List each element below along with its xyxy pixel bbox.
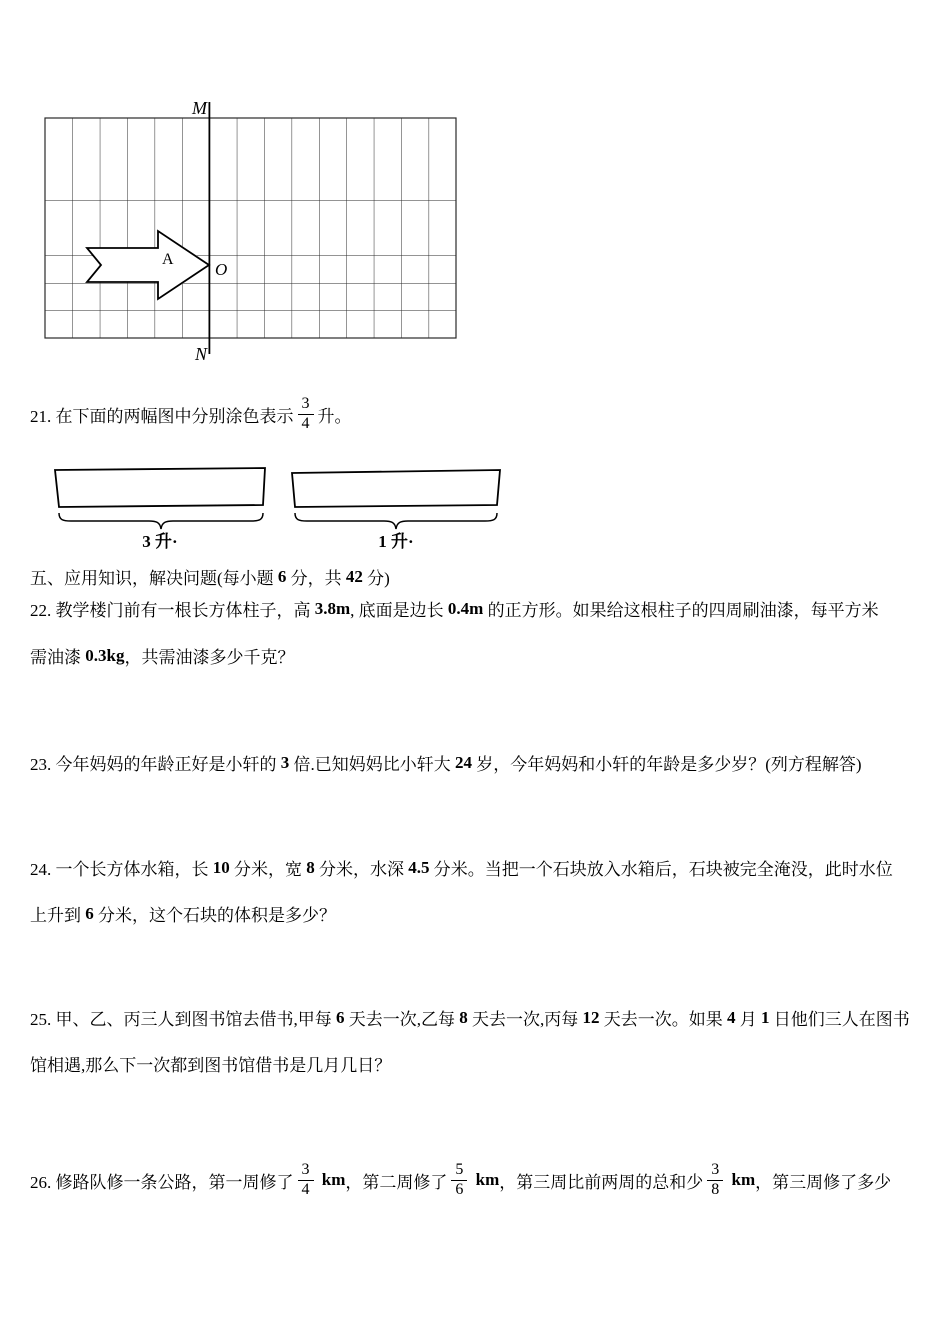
text-segment: 6 xyxy=(336,1007,345,1027)
text-segment: 8 xyxy=(459,1007,468,1027)
text-segment: 10 xyxy=(212,857,230,877)
container-1l-outline xyxy=(292,470,500,507)
text-segment: 0.3kg xyxy=(85,645,125,665)
text-segment: 0.4m xyxy=(447,598,484,618)
question-24-line-1 xyxy=(30,855,893,880)
container-3l-outline xyxy=(55,468,265,507)
text-segment: 24 xyxy=(455,752,472,772)
text-segment: ，共需油漆多少千克？ xyxy=(124,648,295,667)
text-segment: 分米，宽 xyxy=(229,860,307,879)
text-segment: , 底面是边长 xyxy=(350,601,448,620)
text-segment: 6 xyxy=(277,566,287,586)
text-segment: 1 xyxy=(761,1007,770,1027)
text-segment: km xyxy=(317,1170,346,1189)
grid xyxy=(45,118,456,338)
text-segment: 24. 一个长方体水箱，长 xyxy=(30,860,213,879)
text-segment: km xyxy=(727,1170,756,1189)
text-segment: 天去一次,丙每 xyxy=(467,1010,583,1029)
fraction-numerator: 3 xyxy=(298,1161,314,1180)
text-segment: 6 xyxy=(85,903,94,923)
text-segment: 3 xyxy=(280,752,290,772)
text-segment: 25. 甲、乙、丙三人到图书馆去借书,甲每 xyxy=(30,1010,336,1029)
label-n-icon: N xyxy=(194,344,207,364)
container-3l-label: 3 升· xyxy=(142,532,178,551)
text-segment: 分米，水深 xyxy=(314,860,409,879)
text-segment: 42 xyxy=(345,566,363,586)
fraction-numerator: 3 xyxy=(707,1161,723,1180)
section-5-header xyxy=(30,564,390,589)
fraction-denominator: 4 xyxy=(301,414,310,432)
question-26 xyxy=(30,1152,891,1208)
text-segment: ，第三周比前两周的总和少 xyxy=(499,1172,704,1192)
text-segment: 22. 教学楼门前有一根长方体柱子，高 xyxy=(30,601,315,620)
question-22-line-1 xyxy=(30,596,879,621)
label-o-icon: O xyxy=(215,260,228,279)
text-segment: 分米。当把一个石块放入水箱后，石块被完全淹没，此时水位 xyxy=(429,860,893,879)
text-segment: 上升到 xyxy=(30,906,86,925)
text-segment: 岁，今年妈妈和小轩的年龄是多少岁？(列方程解答) xyxy=(472,755,862,774)
fraction xyxy=(707,1161,723,1199)
fraction xyxy=(298,1161,314,1199)
question-22-line-2 xyxy=(30,643,294,668)
fraction xyxy=(451,1161,467,1199)
text-segment: 21. 在下面的两幅图中分别涂色表示 xyxy=(30,406,294,426)
fraction-denominator: 6 xyxy=(455,1180,464,1198)
fraction-denominator: 4 xyxy=(301,1180,310,1198)
text-segment: 分) xyxy=(362,569,390,588)
text-segment: 4.5 xyxy=(408,857,430,877)
fraction-numerator: 5 xyxy=(451,1161,467,1180)
question-23 xyxy=(30,750,862,775)
text-segment: 3.8m xyxy=(314,598,351,618)
question-25-line-2 xyxy=(30,1051,391,1076)
text-segment: 需油漆 xyxy=(30,648,86,667)
text-segment: ，第三周修了多少 xyxy=(755,1172,892,1192)
question-25-line-1 xyxy=(30,1005,910,1030)
text-segment: 分米，这个石块的体积是多少？ xyxy=(93,906,336,925)
text-segment: 天去一次,乙每 xyxy=(344,1010,460,1029)
fraction xyxy=(298,395,314,433)
text-segment: 天去一次。如果 xyxy=(599,1010,727,1029)
fraction-denominator: 8 xyxy=(711,1180,720,1198)
text-segment: 月 xyxy=(735,1010,761,1029)
text-segment: 的正方形。如果给这根柱子的四周刷油漆，每平方米 xyxy=(483,601,879,620)
text-segment: 馆相遇,那么下一次都到图书馆借书是几月几日？ xyxy=(30,1056,392,1075)
text-segment: 26. 修路队修一条公路，第一周修了 xyxy=(30,1172,294,1192)
text-segment: 倍.已知妈妈比小轩大 xyxy=(289,755,455,774)
fraction-numerator: 3 xyxy=(298,395,314,414)
text-segment: 8 xyxy=(306,857,315,877)
text-segment: 4 xyxy=(727,1007,736,1027)
question-21 xyxy=(30,392,352,436)
text-segment: 升。 xyxy=(317,406,352,426)
text-segment: km xyxy=(471,1170,500,1189)
label-m-icon: M xyxy=(192,98,207,118)
text-segment: 分，共 xyxy=(286,569,346,588)
text-segment: 12 xyxy=(582,1007,600,1027)
text-segment: 23. 今年妈妈的年龄正好是小轩的 xyxy=(30,755,281,774)
text-segment: 五、应用知识，解决问题(每小题 xyxy=(30,569,278,588)
label-a-icon: A xyxy=(162,251,174,268)
question-24-line-2 xyxy=(30,901,336,926)
symmetry-figure xyxy=(40,92,480,372)
text-segment: ，第二周修了 xyxy=(345,1172,448,1192)
container-1l-label: 1 升· xyxy=(378,532,414,551)
text-segment: 日他们三人在图书 xyxy=(769,1010,910,1029)
